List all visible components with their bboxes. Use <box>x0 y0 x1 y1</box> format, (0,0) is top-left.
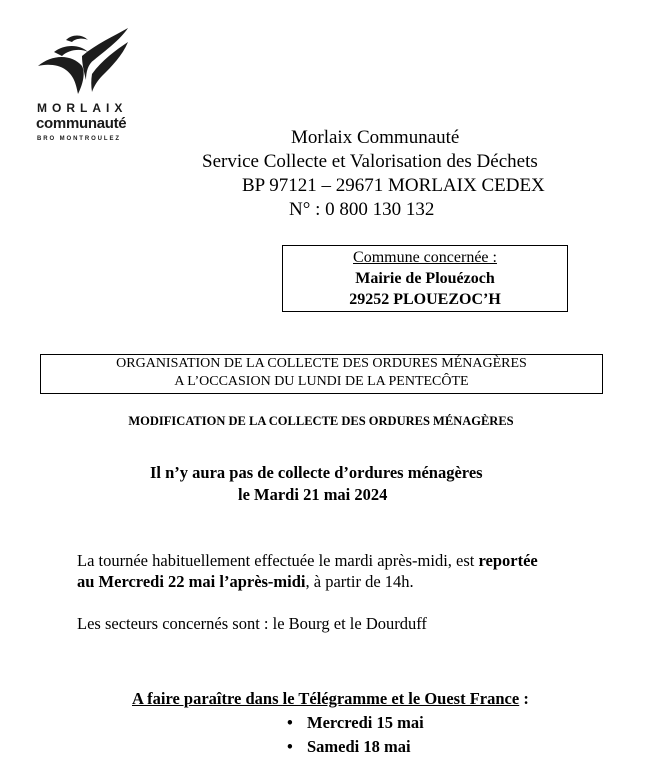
logo-tagline: BRO MONTROULEZ <box>37 136 121 142</box>
bullet-icon: • <box>287 713 293 732</box>
paragraph-postponed <box>77 550 538 592</box>
publication-date-item <box>287 713 424 733</box>
paragraph-bold-date: au Mercredi 22 mai l’après-midi <box>77 572 306 591</box>
header-organization: Morlaix Communauté <box>291 127 460 148</box>
publication-date-item <box>287 737 411 757</box>
title-line-1: ORGANISATION DE LA COLLECTE DES ORDURES MÉNAGÈRES <box>116 356 527 371</box>
publication-date: Samedi 18 mai <box>307 737 411 756</box>
publication-heading <box>132 689 529 709</box>
bird-wing-logo-icon <box>36 26 131 98</box>
commune-postal: 29252 PLOUEZOC’H <box>349 291 501 308</box>
title-line-2: A L’OCCASION DU LUNDI DE LA PENTECÔTE <box>174 374 469 389</box>
notice-line-2: le Mardi 21 mai 2024 <box>238 485 388 504</box>
morlaix-communaute-logo <box>34 26 134 148</box>
logo-communaute: communauté <box>36 115 127 132</box>
paragraph-bold: reportée <box>478 551 538 570</box>
logo-morlaix: MORLAIX <box>37 101 128 115</box>
subtitle: MODIFICATION DE LA COLLECTE DES ORDURES MÉNAGÈRES <box>128 414 514 428</box>
header-phone: N° : 0 800 130 132 <box>289 199 435 220</box>
header-address: BP 97121 – 29671 MORLAIX CEDEX <box>242 175 545 196</box>
paragraph-text: La tournée habituellement effectuée le mardi après-midi, est <box>77 551 479 570</box>
title-box <box>40 354 603 394</box>
paragraph-sectors: Les secteurs concernés sont : le Bourg et le Dourduff <box>77 614 427 633</box>
commune-name: Mairie de Plouézoch <box>355 270 495 287</box>
bullet-icon: • <box>287 737 293 756</box>
publication-date: Mercredi 15 mai <box>307 713 424 732</box>
paragraph-text-time: , à partir de 14h. <box>305 572 414 591</box>
commune-label: Commune concernée : <box>353 249 497 266</box>
publication-heading-text: A faire paraître dans le Télégramme et le Ouest France <box>132 689 520 708</box>
publication-colon: : <box>519 689 529 708</box>
commune-box <box>282 245 568 312</box>
header-service: Service Collecte et Valorisation des Déchets <box>202 151 538 172</box>
notice-line-1: Il n’y aura pas de collecte d’ordures ménagères <box>150 463 483 482</box>
